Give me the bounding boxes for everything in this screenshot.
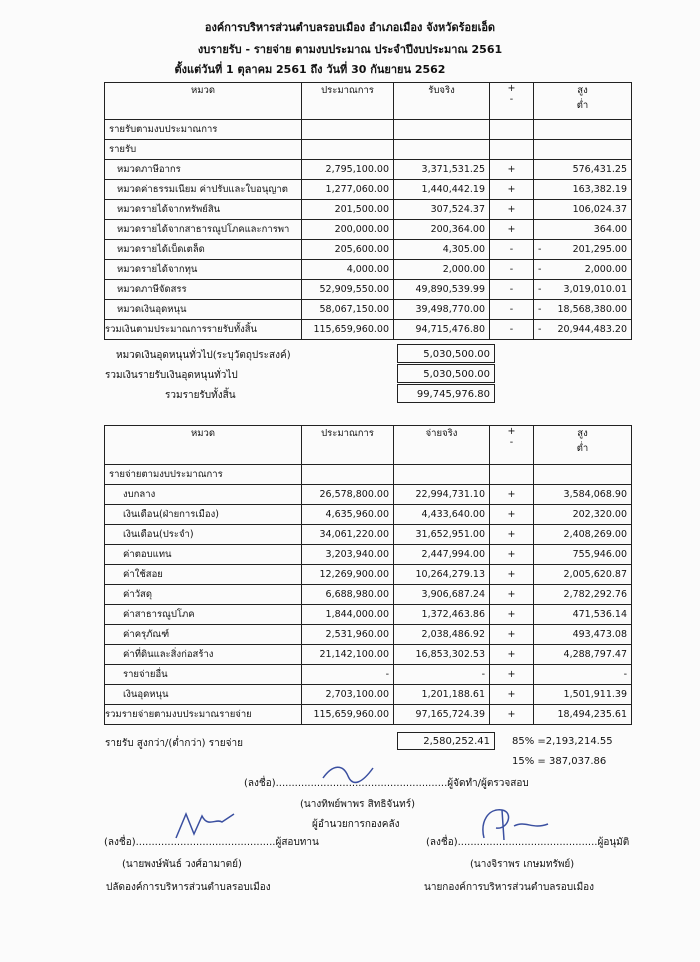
- row-budget: 3,203,940.00: [302, 545, 394, 565]
- report-period: ตั้งแต่วันที่ 1 ตุลาคม 2561 ถึง วันที่ 30 กันยายน 2562: [174, 63, 446, 76]
- row-sign: +: [490, 625, 534, 645]
- revenue-row: [105, 300, 632, 320]
- row-actual: 1,440,442.19: [394, 180, 490, 200]
- row-diff: -: [534, 665, 632, 685]
- row-category: เงินเดือน(ฝ่ายการเมือง): [105, 505, 302, 525]
- row-category: หมวดรายได้จากทรัพย์สิน: [105, 200, 302, 220]
- row-budget: 6,688,980.00: [302, 585, 394, 605]
- total-diff: 18,494,235.61: [534, 705, 632, 725]
- row-diff: [534, 260, 632, 280]
- sig1-name: (นางทิพย์พาพร สิทธิจันทร์): [300, 799, 415, 810]
- revenue-row: [105, 240, 632, 260]
- row-actual: 2,447,994.00: [394, 545, 490, 565]
- row-actual: 22,994,731.10: [394, 485, 490, 505]
- row-actual: 1,201,188.61: [394, 685, 490, 705]
- revenue-table: [104, 82, 632, 340]
- row-diff: [534, 280, 632, 300]
- row-diff: [534, 300, 632, 320]
- row-diff: 1,501,911.39: [534, 685, 632, 705]
- total-sign: +: [490, 705, 534, 725]
- row-budget: 26,578,800.00: [302, 485, 394, 505]
- extra-label: หมวดเงินอุดหนุนทั่วไป(ระบุวัตถุประสงค์): [116, 350, 291, 361]
- low-label: ต่ำ: [576, 100, 589, 111]
- high-label: สูง: [577, 85, 588, 96]
- row-budget: 2,795,100.00: [302, 160, 394, 180]
- col-header-diff: [534, 83, 632, 120]
- sig1-signature: [318, 760, 378, 788]
- expense-row: [105, 605, 632, 625]
- row-actual: 3,906,687.24: [394, 585, 490, 605]
- row-budget: 1,844,000.00: [302, 605, 394, 625]
- minus-sign: -: [509, 94, 514, 105]
- row-sign: +: [490, 525, 534, 545]
- total-actual: 97,165,724.39: [394, 705, 490, 725]
- section-label: รายจ่ายตามงบประมาณการ: [105, 465, 302, 485]
- row-category: ค่าใช้สอย: [105, 565, 302, 585]
- sig3-signature: [474, 800, 554, 844]
- row-sign: +: [490, 200, 534, 220]
- expense-row: [105, 585, 632, 605]
- expense-row: [105, 525, 632, 545]
- row-diff-sign: -: [538, 264, 542, 275]
- row-budget: 2,531,960.00: [302, 625, 394, 645]
- row-actual: 1,372,463.86: [394, 605, 490, 625]
- row-category: ค่าวัสดุ: [105, 585, 302, 605]
- report-title: งบรายรับ - รายจ่าย ตามงบประมาณ ประจำปีงบประมาณ 2561: [197, 43, 503, 56]
- row-actual: 200,364.00: [394, 220, 490, 240]
- row-diff-value: 2,000.00: [584, 264, 627, 275]
- row-diff: 3,584,068.90: [534, 485, 632, 505]
- row-actual: 39,498,770.00: [394, 300, 490, 320]
- revenue-row: [105, 160, 632, 180]
- row-sign: +: [490, 545, 534, 565]
- row-sign: +: [490, 565, 534, 585]
- plus-sign: +: [507, 83, 516, 94]
- sig2-name: (นายพงษ์พันธ์ วงศ์อามาตย์): [122, 859, 242, 870]
- row-category: เงินเดือน(ประจำ): [105, 525, 302, 545]
- col-header-actual: จ่ายจริง: [394, 426, 490, 465]
- row-category: หมวดค่าธรรมเนียม ค่าปรับและใบอนุญาต: [105, 180, 302, 200]
- row-actual: 3,371,531.25: [394, 160, 490, 180]
- balance-label: รายรับ สูงกว่า/(ต่ำกว่า) รายจ่าย: [105, 738, 243, 749]
- row-category: ค่าตอบแทน: [105, 545, 302, 565]
- row-category: ค่าสาธารณูปโภค: [105, 605, 302, 625]
- row-actual: 307,524.37: [394, 200, 490, 220]
- row-budget: 21,142,100.00: [302, 645, 394, 665]
- expense-row: [105, 505, 632, 525]
- row-actual: 10,264,279.13: [394, 565, 490, 585]
- subsection-label: รายรับ: [105, 140, 302, 160]
- col-header-actual: รับจริง: [394, 83, 490, 120]
- extra-label: รวมเงินรายรับเงินอุดหนุนทั่วไป: [105, 370, 238, 381]
- row-diff-value: 201,295.00: [572, 244, 627, 255]
- row-budget: 4,635,960.00: [302, 505, 394, 525]
- total-diff-sign: -: [538, 324, 542, 335]
- row-actual: 2,038,486.92: [394, 625, 490, 645]
- total-budget: 115,659,960.00: [302, 705, 394, 725]
- row-diff-value: 106,024.37: [572, 204, 627, 215]
- row-actual: 31,652,951.00: [394, 525, 490, 545]
- row-diff-value: 18,568,380.00: [557, 304, 627, 315]
- row-actual: 49,890,539.99: [394, 280, 490, 300]
- col-header-category: หมวด: [105, 83, 302, 120]
- revenue-header-row: [105, 83, 632, 120]
- row-diff: 2,782,292.76: [534, 585, 632, 605]
- org-title: องค์การบริหารส่วนตำบลรอบเมือง อำเภอเมือง จังหวัดร้อยเอ็ด: [204, 21, 496, 34]
- total-sign: -: [490, 320, 534, 340]
- row-diff-sign: -: [538, 284, 542, 295]
- row-category: รายจ่ายอื่น: [105, 665, 302, 685]
- row-diff-value: 3,019,010.01: [563, 284, 627, 295]
- row-sign: +: [490, 585, 534, 605]
- row-sign: +: [490, 665, 534, 685]
- extra-amount: 5,030,500.00: [397, 344, 495, 363]
- row-diff: [534, 220, 632, 240]
- row-category: ค่าที่ดินและสิ่งก่อสร้าง: [105, 645, 302, 665]
- row-budget: 34,061,220.00: [302, 525, 394, 545]
- row-sign: +: [490, 485, 534, 505]
- row-actual: 16,853,302.53: [394, 645, 490, 665]
- row-diff: [534, 240, 632, 260]
- expense-row: [105, 665, 632, 685]
- revenue-section-row: [105, 120, 632, 140]
- row-category: หมวดภาษีอากร: [105, 160, 302, 180]
- sig2-signature: [172, 808, 242, 844]
- col-header-budget: ประมาณการ: [302, 83, 394, 120]
- col-header-sign: [490, 426, 534, 465]
- row-budget: 1,277,060.00: [302, 180, 394, 200]
- row-sign: +: [490, 605, 534, 625]
- total-budget: 115,659,960.00: [302, 320, 394, 340]
- row-diff: 493,473.08: [534, 625, 632, 645]
- revenue-row: [105, 200, 632, 220]
- row-category: หมวดรายได้เบ็ดเตล็ด: [105, 240, 302, 260]
- sig1-title: ผู้อำนวยการกองคลัง: [312, 819, 400, 830]
- row-diff: [534, 180, 632, 200]
- balance-value: 2,580,252.41: [397, 732, 495, 750]
- row-actual: -: [394, 665, 490, 685]
- extra-label: รวมรายรับทั้งสิ้น: [165, 390, 236, 401]
- row-diff-value: 163,382.19: [572, 184, 627, 195]
- expense-row: [105, 565, 632, 585]
- row-category: หมวดเงินอุดหนุน: [105, 300, 302, 320]
- row-diff-sign: -: [538, 304, 542, 315]
- expense-row: [105, 485, 632, 505]
- extra-amount: 99,745,976.80: [397, 384, 495, 403]
- row-category: ค่าครุภัณฑ์: [105, 625, 302, 645]
- high-label: สูง: [577, 428, 588, 439]
- expense-row: [105, 645, 632, 665]
- revenue-subsection-row: [105, 140, 632, 160]
- expense-table: [104, 425, 632, 725]
- expense-row: [105, 685, 632, 705]
- row-actual: 2,000.00: [394, 260, 490, 280]
- row-sign: -: [490, 240, 534, 260]
- row-budget: 52,909,550.00: [302, 280, 394, 300]
- row-diff-value: 364.00: [593, 224, 627, 235]
- col-header-category: หมวด: [105, 426, 302, 465]
- revenue-row: [105, 220, 632, 240]
- expense-row: [105, 545, 632, 565]
- row-sign: +: [490, 180, 534, 200]
- sig1-line: (ลงชื่อ)......................................................ผู้จัดทำ/ผู้ตรวจสอบ: [244, 778, 529, 789]
- row-sign: +: [490, 220, 534, 240]
- section-label: รายรับตามงบประมาณการ: [105, 120, 302, 140]
- row-diff-sign: -: [538, 244, 542, 255]
- sig3-line: (ลงชื่อ)............................................ผู้อนุมัติ: [426, 837, 630, 848]
- total-label: รวมรายจ่ายตามงบประมาณรายจ่าย: [105, 705, 302, 725]
- extra-amount: 5,030,500.00: [397, 364, 495, 383]
- revenue-row: [105, 260, 632, 280]
- row-diff: 755,946.00: [534, 545, 632, 565]
- row-actual: 4,305.00: [394, 240, 490, 260]
- sig2-title: ปลัดองค์การบริหารส่วนตำบลรอบเมือง: [106, 882, 271, 893]
- sig3-title: นายกองค์การบริหารส่วนตำบลรอบเมือง: [424, 882, 595, 893]
- total-diff-value: 20,944,483.20: [557, 324, 627, 335]
- pct85: 85% =2,193,214.55: [512, 736, 613, 747]
- row-budget: 12,269,900.00: [302, 565, 394, 585]
- plus-sign: +: [507, 426, 516, 437]
- pct15: 15% = 387,037.86: [512, 756, 607, 767]
- col-header-diff: [534, 426, 632, 465]
- row-sign: +: [490, 645, 534, 665]
- row-diff: 4,288,797.47: [534, 645, 632, 665]
- row-budget: -: [302, 665, 394, 685]
- row-diff-value: 576,431.25: [572, 164, 627, 175]
- row-diff: [534, 160, 632, 180]
- revenue-total-row: [105, 320, 632, 340]
- row-budget: 58,067,150.00: [302, 300, 394, 320]
- row-sign: +: [490, 685, 534, 705]
- row-category: หมวดรายได้จากสาธารณูปโภคและการพา: [105, 220, 302, 240]
- row-sign: +: [490, 160, 534, 180]
- total-label: รวมเงินตามประมาณการรายรับทั้งสิ้น: [105, 320, 302, 340]
- row-diff: 202,320.00: [534, 505, 632, 525]
- row-category: หมวดภาษีจัดสรร: [105, 280, 302, 300]
- total-diff: [534, 320, 632, 340]
- row-category: เงินอุดหนุน: [105, 685, 302, 705]
- revenue-row: [105, 180, 632, 200]
- total-actual: 94,715,476.80: [394, 320, 490, 340]
- expense-header-row: [105, 426, 632, 465]
- row-category: หมวดรายได้จากทุน: [105, 260, 302, 280]
- expense-row: [105, 625, 632, 645]
- row-budget: 2,703,100.00: [302, 685, 394, 705]
- row-budget: 200,000.00: [302, 220, 394, 240]
- col-header-sign: [490, 83, 534, 120]
- sig2-line: (ลงชื่อ)............................................ผู้สอบทาน: [104, 837, 319, 848]
- row-actual: 4,433,640.00: [394, 505, 490, 525]
- minus-sign: -: [509, 437, 514, 448]
- row-sign: -: [490, 280, 534, 300]
- expense-section-row: [105, 465, 632, 485]
- row-budget: 205,600.00: [302, 240, 394, 260]
- row-sign: +: [490, 505, 534, 525]
- sig3-name: (นางจิราพร เกษมทรัพย์): [470, 859, 575, 870]
- row-budget: 201,500.00: [302, 200, 394, 220]
- row-diff: [534, 200, 632, 220]
- row-sign: -: [490, 300, 534, 320]
- row-category: งบกลาง: [105, 485, 302, 505]
- low-label: ต่ำ: [576, 443, 589, 454]
- row-diff: 471,536.14: [534, 605, 632, 625]
- revenue-row: [105, 280, 632, 300]
- col-header-budget: ประมาณการ: [302, 426, 394, 465]
- row-diff: 2,005,620.87: [534, 565, 632, 585]
- expense-total-row: [105, 705, 632, 725]
- row-budget: 4,000.00: [302, 260, 394, 280]
- row-diff: 2,408,269.00: [534, 525, 632, 545]
- row-sign: -: [490, 260, 534, 280]
